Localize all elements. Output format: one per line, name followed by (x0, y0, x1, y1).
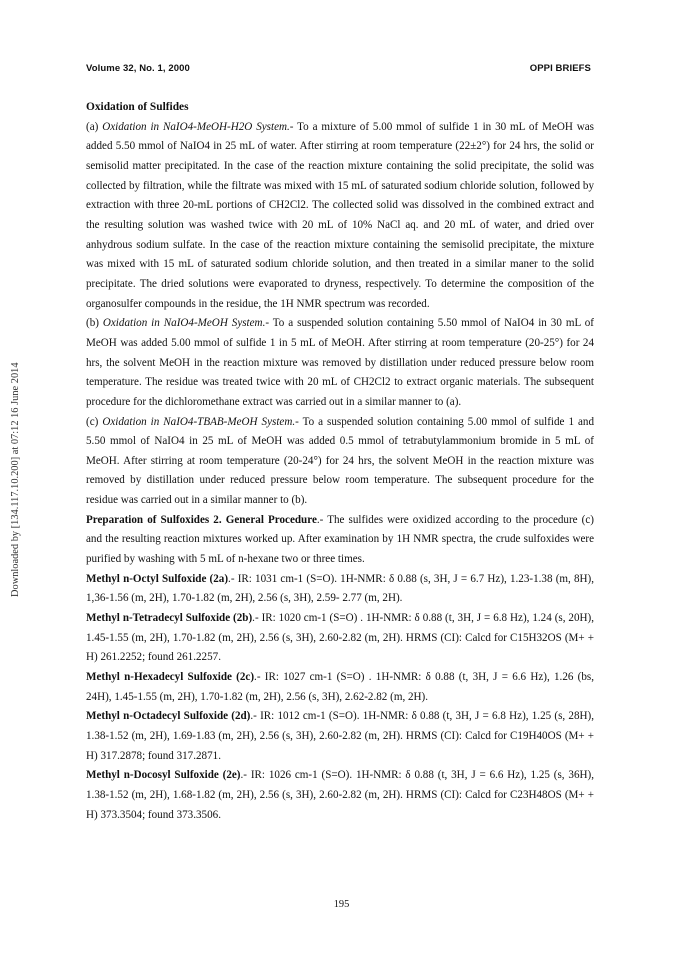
compound-2d-data: .- IR: 1012 cm-1 (S=O). 1H-NMR: δ 0.88 (t, 3H, J = 6.8 Hz), 1.25 (s, 28H), 1.38-1.52 (m, 2H), 1.69-1.83 (m, 2H), 2.56 (s, 3H), 2.60-2.82 (m, 2H). HRMS (CI): Calcd for C19H40OS (M+ + H) 317.2878; found 317.2871. (86, 710, 594, 762)
compound-2e-data: .- IR: 1026 cm-1 (S=O). 1H-NMR: δ 0.88 (t, 3H, J = 6.6 Hz), 1.25 (s, 36H), 1.38-1.52 (m, 2H), 1.68-1.82 (m, 2H), 2.56 (s, 3H), 2.60-2.82 (m, 2H). HRMS (CI): Calcd for C23H48OS (M+ + H) 373.3504; found 373.3506. (86, 769, 594, 821)
compound-2b-name: Methyl n-Tetradecyl Sulfoxide (2b) (86, 612, 253, 625)
page-number: 195 (333, 899, 350, 910)
compound-2e-name: Methyl n-Docosyl Sulfoxide (2e) (86, 769, 241, 782)
compound-2c (86, 668, 594, 707)
procedure-a (86, 118, 594, 315)
article-body (86, 98, 594, 825)
compound-2c-name: Methyl n-Hexadecyl Sulfoxide (2c) (86, 671, 255, 684)
procedure-a-text: - To a mixture of 5.00 mmol of sulfide 1 in 30 mL of MeOH was added 5.50 mmol of NaIO4 in 25 mL of water. After stirring at room temperature (22±2°) for 24 hrs, the solid or semisolid matter precipitated. In the case of the reaction mixture containing the solid precipitate, the solid was collected by filtration, while the filtrate was mixed with 15 mL of saturated sodium chloride solution, followed by extraction with three 20-mL portions of CH2Cl2. The collected solid was dissolved in the combined extract and the resulting solution was washed twice with 20 mL of 10% NaCl aq. and 20 mL of water, and dried over anhydrous sodium sulfate. In the case of the reaction mixture containing the semisolid precipitate, the mixture was mixed with 15 mL of saturated sodium chloride solution, and then treated in a similar maner to the solid precipitate. The dried solutions were evaporated to dryness, respectively. To determine the composition of the organosulfer compounds in the residue, the 1H NMR spectrum was recorded. (86, 120, 594, 310)
procedure-a-method: Oxidation in NaIO4-MeOH-H2O System. (102, 120, 290, 133)
procedure-c-text: - To a suspended solution containing 5.00 mmol of sulfide 1 and 5.50 mmol of NaIO4 in 25 mL of MeOH was added 0.5 mmol of tetrabutylammonium bromide in 5 mL of MeOH. After stirring at room temperature (20-24°) for 24 hrs, the solvent MeOH in the reaction mixture was removed by distillation under reduced pressure below room temperature. The subsequent procedure for the residue was carried out in a similar manner to (b). (86, 415, 594, 507)
volume-info: Volume 32, No. 1, 2000 (86, 63, 190, 74)
procedure-b-label: (b) (86, 317, 99, 330)
compound-2b-data: .- IR: 1020 cm-1 (S=O) . 1H-NMR: δ 0.88 (t, 3H, J = 6.8 Hz), 1.24 (s, 20H), 1.45-1.55 (m, 2H), 1.70-1.82 (m, 2H), 2.56 (s, 3H), 2.60-2.82 (m, 2H). HRMS (CI): Calcd for C15H32OS (M+ + H) 261.2252; found 261.2257. (86, 612, 595, 664)
procedure-c (86, 413, 594, 511)
procedure-b (86, 314, 594, 412)
general-procedure-text: .- The sulfides were oxidized according to the procedure (c) and the resulting reaction mixtures worked up. After examination by 1H NMR spectra, the crude sulfoxides were purified by washing with 5 mL of n-hexane two or three times. (86, 513, 594, 566)
compound-2a-name: Methyl n-Octyl Sulfoxide (2a) (86, 572, 229, 585)
journal-name: OPPI BRIEFS (529, 63, 591, 74)
procedure-b-method: Oxidation in NaIO4-MeOH System. (102, 317, 266, 330)
compound-2a (86, 570, 594, 609)
compound-2d (86, 707, 594, 766)
procedure-b-text: - To a suspended solution containing 5.50 mmol of NaIO4 in 30 mL of MeOH was added 5.00 mmol of sulfide 1 in 5 mL of MeOH. After stirring at room temperature (20-25°) for 24 hrs, the solvent MeOH in the reaction mixture was removed by distillation under reduced pressure below room temperature. The residue was treated twice with 20 mL of CH2Cl2 to extract organic materials. The subsequent procedure for the dichloromethane extract was carried out in a similar manner to (a). (86, 317, 594, 408)
compound-2e (86, 766, 594, 825)
procedure-a-label: (a) (86, 120, 99, 133)
procedure-c-method: Oxidation in NaIO4-TBAB-MeOH System. (102, 415, 296, 428)
compound-2b (86, 609, 594, 668)
download-watermark: Downloaded by [134.117.10.200] at 07:12 16 June 2014 (10, 362, 21, 598)
general-procedure (86, 511, 594, 570)
section-title: Oxidation of Sulfides (86, 101, 189, 113)
compound-2d-name: Methyl n-Octadecyl Sulfoxide (2d) (86, 710, 251, 723)
compound-2a-data: .- IR: 1031 cm-1 (S=O). 1H-NMR: δ 0.88 (s, 3H, J = 6.7 Hz), 1.23-1.38 (m, 8H), 1,36-1.56 (m, 2H), 1.70-1.82 (m, 2H), 2.56 (s, 3H), 2.59- 2.77 (m, 2H). (86, 572, 594, 605)
compound-2c-data: .- IR: 1027 cm-1 (S=O) . 1H-NMR: δ 0.88 (t, 3H, J = 6.6 Hz), 1.26 (bs, 24H), 1.45-1.55 (m, 2H), 1.70-1.82 (m, 2H), 2.56 (s, 3H), 2.62-2.82 (m, 2H). (86, 671, 594, 703)
procedure-c-label: (c) (86, 415, 99, 428)
running-header (86, 63, 591, 74)
general-procedure-title: Preparation of Sulfoxides 2. General Procedure (86, 513, 317, 526)
